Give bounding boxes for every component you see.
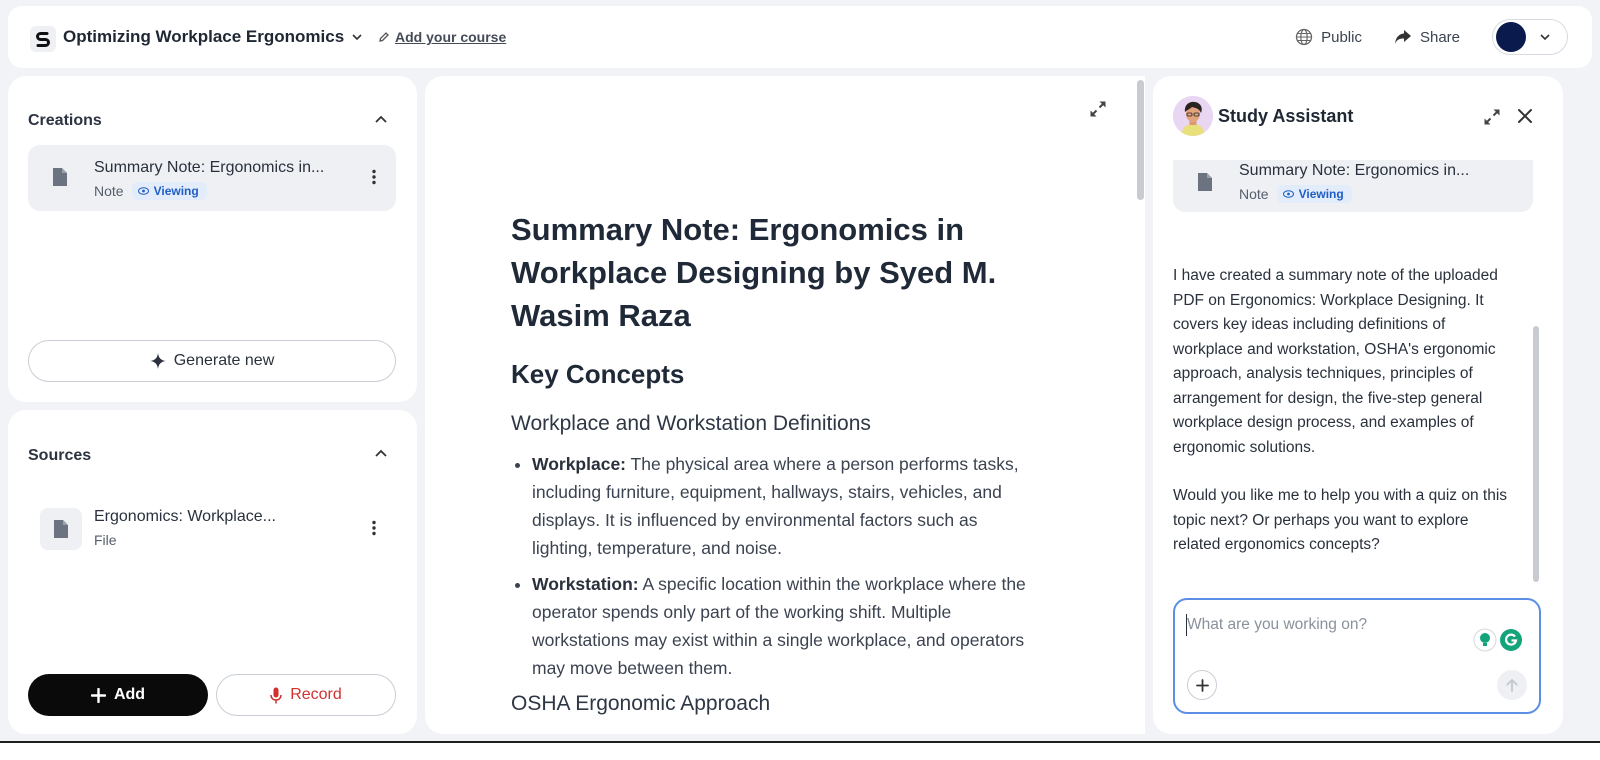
assistant-title: Study Assistant bbox=[1218, 106, 1354, 126]
arrow-up-icon bbox=[1506, 678, 1518, 692]
source-type: File bbox=[94, 532, 117, 548]
subsection-heading: OSHA Ergonomic Approach bbox=[511, 692, 771, 715]
document-icon bbox=[53, 519, 69, 539]
chevron-up-icon[interactable] bbox=[373, 112, 389, 128]
share-button[interactable] bbox=[1394, 29, 1460, 46]
grammarly-widget[interactable] bbox=[1473, 628, 1523, 652]
expand-icon[interactable] bbox=[1089, 100, 1107, 118]
close-icon[interactable] bbox=[1517, 108, 1533, 124]
list-item bbox=[532, 570, 1031, 682]
viewing-label: Viewing bbox=[153, 184, 199, 198]
viewing-badge bbox=[1277, 185, 1352, 203]
avatar bbox=[1496, 22, 1526, 52]
public-button[interactable] bbox=[1295, 28, 1362, 46]
chat-scrollbar[interactable] bbox=[1533, 326, 1539, 582]
creation-item[interactable] bbox=[28, 145, 396, 211]
study-assistant-panel bbox=[1153, 76, 1563, 734]
creations-panel bbox=[8, 76, 417, 402]
plus-icon bbox=[91, 688, 106, 703]
viewing-badge bbox=[132, 182, 207, 200]
list-item bbox=[532, 450, 1031, 562]
eye-icon bbox=[138, 187, 149, 195]
sparkle-icon bbox=[150, 353, 166, 369]
chevron-up-icon[interactable] bbox=[373, 446, 389, 462]
message-paragraph: I have created a summary note of the uploaded PDF on Ergonomics: Workplace Designing. It covers key ideas including definitions of workplace and workstation, OSHA's ergonomic approach, analysis techniques, principles of arrangement for design, the five-step general workplace design process, and examples of ergonomic solutions. bbox=[1173, 267, 1498, 456]
grammarly-icon bbox=[1499, 628, 1523, 652]
attach-button[interactable] bbox=[1187, 670, 1217, 700]
window-bottom-edge bbox=[0, 741, 1600, 760]
assistant-message bbox=[1173, 264, 1518, 558]
term: Workstation: bbox=[532, 574, 639, 594]
generate-new-button[interactable] bbox=[28, 340, 396, 382]
record-button[interactable] bbox=[216, 674, 396, 716]
course-title-dropdown[interactable] bbox=[63, 27, 364, 47]
term: Workplace: bbox=[532, 454, 627, 474]
more-options-icon[interactable] bbox=[372, 169, 376, 185]
chevron-down-icon bbox=[1538, 30, 1552, 44]
creation-meta bbox=[94, 182, 207, 200]
document-content bbox=[511, 208, 1031, 716]
course-title: Optimizing Workplace Ergonomics bbox=[63, 27, 345, 46]
creation-type: Note bbox=[94, 183, 124, 199]
document-icon bbox=[1197, 172, 1213, 192]
send-button[interactable] bbox=[1497, 670, 1527, 700]
message-paragraph: Would you like me to help you with a quiz on this topic next? Or perhaps you want to explore related ergonomics concepts? bbox=[1173, 487, 1508, 553]
account-menu[interactable] bbox=[1492, 19, 1568, 55]
chevron-down-icon bbox=[350, 30, 364, 44]
section-heading: Key Concepts bbox=[511, 359, 685, 389]
definition: A specific location within the workplace where the operator spends only part of the working shift. Multiple workstations may exist within a single workplace, and operators may move between them. bbox=[532, 574, 1026, 678]
record-label: Record bbox=[290, 686, 342, 703]
source-title: Ergonomics: Workplace... bbox=[94, 508, 276, 525]
document-viewer bbox=[425, 76, 1145, 734]
chat-composer[interactable] bbox=[1173, 598, 1541, 714]
context-type: Note bbox=[1239, 186, 1269, 202]
expand-icon[interactable] bbox=[1483, 108, 1501, 126]
document-icon bbox=[52, 167, 68, 187]
share-label: Share bbox=[1419, 28, 1460, 46]
pencil-icon bbox=[378, 31, 390, 43]
creation-title: Summary Note: Ergonomics in... bbox=[94, 159, 325, 176]
definition-list bbox=[511, 450, 1031, 682]
add-label: Add bbox=[113, 686, 146, 703]
eye-icon bbox=[1283, 190, 1294, 198]
app-logo-icon[interactable] bbox=[30, 26, 56, 52]
context-title: Summary Note: Ergonomics in... bbox=[1239, 162, 1470, 179]
sources-heading: Sources bbox=[28, 447, 92, 464]
chat-input-placeholder[interactable]: What are you working on? bbox=[1187, 616, 1368, 633]
top-bar bbox=[8, 6, 1592, 68]
creations-heading: Creations bbox=[28, 112, 102, 129]
lightbulb-icon bbox=[1473, 628, 1497, 652]
generate-new-label: Generate new bbox=[173, 352, 275, 369]
context-card[interactable] bbox=[1173, 160, 1533, 212]
share-arrow-icon bbox=[1394, 29, 1412, 45]
subsection-heading: Workplace and Workstation Definitions bbox=[511, 412, 871, 435]
source-item[interactable] bbox=[28, 490, 396, 556]
microphone-icon bbox=[270, 687, 282, 704]
more-options-icon[interactable] bbox=[372, 520, 376, 536]
plus-icon bbox=[1196, 679, 1209, 692]
header-actions bbox=[1295, 19, 1568, 55]
add-course-link[interactable] bbox=[378, 29, 506, 45]
add-course-label: Add your course bbox=[395, 29, 507, 45]
definition: The physical area where a person performs tasks, including furniture, equipment, hallways, stairs, vehicles, and displays. It is influenced by environmental factors such as lighting, temperature, and noise. bbox=[532, 454, 1019, 558]
document-scrollbar[interactable] bbox=[1137, 80, 1144, 200]
file-icon-box bbox=[40, 508, 82, 550]
context-meta bbox=[1239, 185, 1352, 203]
add-button[interactable] bbox=[28, 674, 208, 716]
document-title: Summary Note: Ergonomics in Workplace Designing by Syed M. Wasim Raza bbox=[511, 212, 997, 333]
assistant-avatar bbox=[1173, 96, 1213, 136]
public-label: Public bbox=[1321, 28, 1362, 46]
viewing-label: Viewing bbox=[1298, 187, 1344, 201]
sources-panel bbox=[8, 410, 417, 734]
globe-icon bbox=[1295, 28, 1313, 46]
